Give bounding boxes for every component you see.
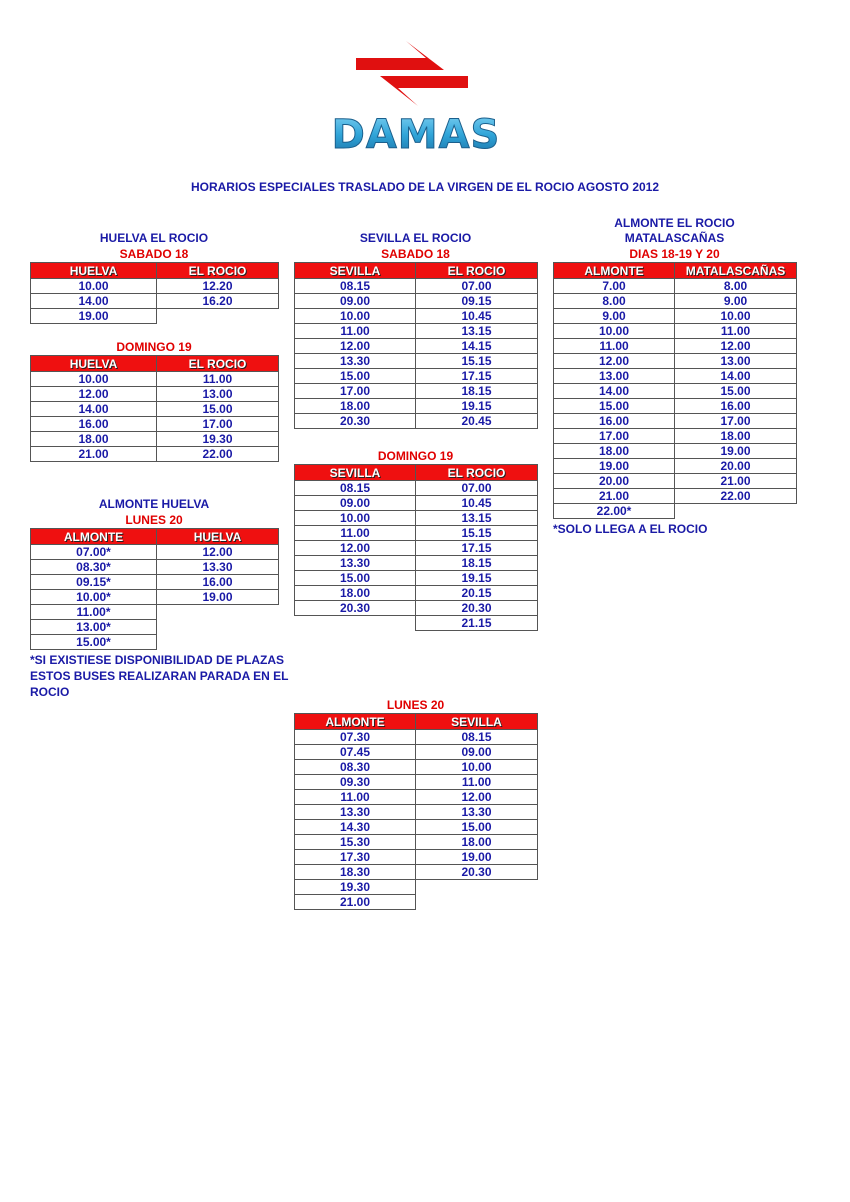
departure-time: 19.00 <box>554 459 675 474</box>
return-time: 17.15 <box>416 369 538 384</box>
table-row <box>554 399 797 414</box>
departure-time: 11.00 <box>295 790 416 805</box>
departure-time: 7.00 <box>554 279 675 294</box>
footnote: *SOLO LLEGA A EL ROCIO <box>553 522 708 536</box>
departure-time: 09.30 <box>295 775 416 790</box>
table-row <box>31 294 279 309</box>
table-row <box>31 545 279 560</box>
departure-time: 07.00* <box>31 545 157 560</box>
section-title: ALMONTE HUELVA <box>98 497 210 511</box>
column-header: MATALASCAÑAS <box>675 263 797 279</box>
schedule-table <box>294 262 538 429</box>
day-label: DIAS 18-19 Y 20 <box>629 247 720 261</box>
table-row <box>31 432 279 447</box>
departure-time: 16.00 <box>554 414 675 429</box>
schedule-table <box>30 528 279 650</box>
empty-cell <box>416 880 538 895</box>
table-row <box>295 324 538 339</box>
return-time: 15.00 <box>416 820 538 835</box>
return-time: 07.00 <box>416 279 538 294</box>
departure-time: 21.00 <box>554 489 675 504</box>
table-row <box>554 354 797 369</box>
table-row <box>295 414 538 429</box>
departure-time: 08.15 <box>295 279 416 294</box>
return-time: 09.15 <box>416 294 538 309</box>
departure-time: 18.00 <box>31 432 157 447</box>
day-label: LUNES 20 <box>125 513 183 527</box>
departure-time: 13.30 <box>295 805 416 820</box>
table-row <box>295 850 538 865</box>
departure-time: 22.00* <box>554 504 675 519</box>
schedule-table <box>30 262 279 324</box>
table-row <box>31 447 279 462</box>
table-row <box>554 474 797 489</box>
arrival-time: 16.00 <box>675 399 797 414</box>
departure-time: 14.00 <box>554 384 675 399</box>
departure-time: 21.00 <box>295 895 416 910</box>
departure-time: 20.30 <box>295 414 416 429</box>
departure-time: 8.00 <box>554 294 675 309</box>
table-row <box>295 526 538 541</box>
departure-time: 13.30 <box>295 354 416 369</box>
column-header: HUELVA <box>31 356 157 372</box>
table-row <box>295 601 538 616</box>
arrival-time: 21.00 <box>675 474 797 489</box>
schedule-table <box>294 713 538 910</box>
return-time: 17.00 <box>157 417 279 432</box>
departure-time: 11.00 <box>554 339 675 354</box>
empty-cell <box>416 895 538 910</box>
return-time: 20.30 <box>416 865 538 880</box>
table-row <box>295 309 538 324</box>
arrival-time: 19.00 <box>675 444 797 459</box>
arrival-time: 20.00 <box>675 459 797 474</box>
return-time: 19.15 <box>416 571 538 586</box>
arrival-time: 12.00 <box>675 339 797 354</box>
table-row <box>554 444 797 459</box>
departure-time: 12.00 <box>554 354 675 369</box>
footnote: *SI EXISTIESE DISPONIBILIDAD DE PLAZAS ESTOS BUSES REALIZARAN PARADA EN EL ROCIO <box>30 653 289 699</box>
table-row <box>295 880 538 895</box>
table-row <box>31 620 279 635</box>
return-time: 16.00 <box>157 575 279 590</box>
departure-time: 15.00* <box>31 635 157 650</box>
empty-cell <box>675 504 797 519</box>
departure-time: 13.00* <box>31 620 157 635</box>
table-row <box>554 384 797 399</box>
return-time: 14.15 <box>416 339 538 354</box>
departure-time: 19.00 <box>31 309 157 324</box>
departure-time: 14.30 <box>295 820 416 835</box>
return-time: 10.00 <box>416 760 538 775</box>
departure-time: 17.00 <box>295 384 416 399</box>
departure-time: 14.00 <box>31 402 157 417</box>
table-row <box>295 369 538 384</box>
table-row <box>295 805 538 820</box>
table-row <box>554 324 797 339</box>
table-row <box>554 414 797 429</box>
table-row <box>295 399 538 414</box>
departure-time: 18.00 <box>295 399 416 414</box>
table-row <box>554 294 797 309</box>
table-row <box>295 745 538 760</box>
almonte-matalascanas-section <box>553 216 796 537</box>
departure-time: 09.15* <box>31 575 157 590</box>
table-row <box>295 865 538 880</box>
arrival-time: 15.00 <box>675 384 797 399</box>
almonte-huelva-section <box>30 497 289 700</box>
departure-time: 12.00 <box>31 387 157 402</box>
arrival-time: 22.00 <box>675 489 797 504</box>
return-time: 18.15 <box>416 384 538 399</box>
table-row <box>31 635 279 650</box>
return-time: 19.15 <box>416 399 538 414</box>
table-row <box>554 489 797 504</box>
table-row <box>554 459 797 474</box>
schedule-table <box>294 464 538 631</box>
arrival-time: 14.00 <box>675 369 797 384</box>
return-time: 12.20 <box>157 279 279 294</box>
table-row <box>31 279 279 294</box>
departure-time: 14.00 <box>31 294 157 309</box>
table-row <box>31 417 279 432</box>
table-row <box>31 590 279 605</box>
table-row <box>295 496 538 511</box>
departure-time: 18.00 <box>295 586 416 601</box>
return-time: 20.30 <box>416 601 538 616</box>
table-row <box>554 504 797 519</box>
table-row <box>31 387 279 402</box>
departure-time: 12.00 <box>295 339 416 354</box>
day-label: LUNES 20 <box>386 698 445 712</box>
arrival-time: 13.00 <box>675 354 797 369</box>
section-title: SEVILLA EL ROCIO <box>359 231 472 245</box>
huelva-rocio-section <box>30 231 278 324</box>
return-time: 22.00 <box>157 447 279 462</box>
return-time: 11.00 <box>416 775 538 790</box>
departure-time: 07.30 <box>295 730 416 745</box>
table-row <box>31 560 279 575</box>
table-row <box>554 339 797 354</box>
table-row <box>295 790 538 805</box>
departure-time: 11.00 <box>295 324 416 339</box>
table-row <box>31 402 279 417</box>
table-row <box>295 339 538 354</box>
table-row <box>295 481 538 496</box>
arrival-time: 11.00 <box>675 324 797 339</box>
return-time: 13.30 <box>157 560 279 575</box>
departure-time: 13.30 <box>295 556 416 571</box>
table-row <box>554 369 797 384</box>
table-row <box>554 309 797 324</box>
departure-time: 15.00 <box>295 369 416 384</box>
column-header: EL ROCIO <box>157 356 279 372</box>
section-title: HUELVA EL ROCIO <box>99 231 209 245</box>
departure-time: 08.15 <box>295 481 416 496</box>
departure-time: 17.00 <box>554 429 675 444</box>
departure-time: 18.00 <box>554 444 675 459</box>
empty-cell <box>157 620 279 635</box>
departure-time: 10.00 <box>295 309 416 324</box>
schedule-table <box>553 262 797 519</box>
column-header: HUELVA <box>31 263 157 279</box>
return-time: 15.00 <box>157 402 279 417</box>
return-time: 07.00 <box>416 481 538 496</box>
departure-time: 15.00 <box>554 399 675 414</box>
column-header: ALMONTE <box>554 263 675 279</box>
arrival-time: 10.00 <box>675 309 797 324</box>
day-label: SABADO 18 <box>381 247 450 261</box>
departure-time: 21.00 <box>31 447 157 462</box>
arrival-time: 17.00 <box>675 414 797 429</box>
table-row <box>295 384 538 399</box>
arrival-time: 18.00 <box>675 429 797 444</box>
table-row <box>295 541 538 556</box>
arrival-time: 8.00 <box>675 279 797 294</box>
table-row <box>31 309 279 324</box>
column-header: SEVILLA <box>295 465 416 481</box>
departure-time: 11.00 <box>295 526 416 541</box>
table-row <box>295 571 538 586</box>
return-time: 10.45 <box>416 309 538 324</box>
arrival-time: 9.00 <box>675 294 797 309</box>
table-row <box>295 820 538 835</box>
table-row <box>295 730 538 745</box>
huelva-rocio-domingo <box>30 339 278 462</box>
table-row <box>295 760 538 775</box>
return-time: 13.30 <box>416 805 538 820</box>
departure-time: 07.45 <box>295 745 416 760</box>
return-time: 09.00 <box>416 745 538 760</box>
return-time: 16.20 <box>157 294 279 309</box>
return-time: 18.15 <box>416 556 538 571</box>
return-time: 12.00 <box>416 790 538 805</box>
return-time: 12.00 <box>157 545 279 560</box>
departure-time: 18.30 <box>295 865 416 880</box>
section-title-line2: MATALASCAÑAS <box>624 231 725 245</box>
table-row <box>295 279 538 294</box>
schedule-table <box>30 355 279 462</box>
return-time: 20.15 <box>416 586 538 601</box>
return-time: 19.30 <box>157 432 279 447</box>
logo-arrows <box>356 41 468 106</box>
departure-time: 9.00 <box>554 309 675 324</box>
day-label: DOMINGO 19 <box>116 340 192 354</box>
departure-time: 20.30 <box>295 601 416 616</box>
damas-logo <box>306 36 526 161</box>
departure-time: 20.00 <box>554 474 675 489</box>
departure-time: 13.00 <box>554 369 675 384</box>
table-row <box>295 586 538 601</box>
departure-time: 10.00 <box>31 372 157 387</box>
departure-time: 09.00 <box>295 496 416 511</box>
return-time: 15.15 <box>416 354 538 369</box>
sevilla-rocio-section <box>294 231 537 429</box>
column-header: SEVILLA <box>295 263 416 279</box>
day-label: DOMINGO 19 <box>377 449 454 463</box>
column-header: HUELVA <box>157 529 279 545</box>
sevilla-rocio-lunes <box>294 697 537 910</box>
departure-time: 10.00 <box>31 279 157 294</box>
table-row <box>295 511 538 526</box>
table-row <box>554 279 797 294</box>
departure-time: 11.00* <box>31 605 157 620</box>
departure-time: 16.00 <box>31 417 157 432</box>
empty-cell <box>157 605 279 620</box>
return-time: 08.15 <box>416 730 538 745</box>
logo-wordmark: DAMAS <box>331 112 501 158</box>
departure-time: 10.00 <box>295 511 416 526</box>
departure-time: 15.30 <box>295 835 416 850</box>
column-header: ALMONTE <box>295 714 416 730</box>
return-time: 19.00 <box>416 850 538 865</box>
table-row <box>295 354 538 369</box>
return-time: 19.00 <box>157 590 279 605</box>
return-time: 15.15 <box>416 526 538 541</box>
document-title: HORARIOS ESPECIALES TRASLADO DE LA VIRGEN DE EL ROCIO AGOSTO 2012 <box>190 180 660 194</box>
day-label: SABADO 18 <box>119 247 189 261</box>
return-time: 18.00 <box>416 835 538 850</box>
departure-time: 17.30 <box>295 850 416 865</box>
departure-time: 19.30 <box>295 880 416 895</box>
return-time: 17.15 <box>416 541 538 556</box>
table-row <box>295 895 538 910</box>
departure-time: 10.00* <box>31 590 157 605</box>
return-time: 21.15 <box>416 616 538 631</box>
departure-time: 15.00 <box>295 571 416 586</box>
column-header: EL ROCIO <box>416 465 538 481</box>
empty-cell <box>157 635 279 650</box>
table-row <box>31 575 279 590</box>
return-time: 13.15 <box>416 511 538 526</box>
sevilla-rocio-domingo <box>294 448 537 631</box>
return-time: 11.00 <box>157 372 279 387</box>
table-row <box>31 372 279 387</box>
table-row <box>295 616 538 631</box>
return-time: 20.45 <box>416 414 538 429</box>
table-row <box>31 605 279 620</box>
table-row <box>295 835 538 850</box>
table-row <box>295 775 538 790</box>
empty-cell <box>295 616 416 631</box>
table-row <box>295 556 538 571</box>
section-title: ALMONTE EL ROCIO <box>614 216 735 230</box>
column-header: ALMONTE <box>31 529 157 545</box>
departure-time: 10.00 <box>554 324 675 339</box>
column-header: EL ROCIO <box>416 263 538 279</box>
table-row <box>554 429 797 444</box>
return-time: 13.15 <box>416 324 538 339</box>
return-time: 10.45 <box>416 496 538 511</box>
table-row <box>295 294 538 309</box>
column-header: SEVILLA <box>416 714 538 730</box>
departure-time: 08.30 <box>295 760 416 775</box>
column-header: EL ROCIO <box>157 263 279 279</box>
return-time: 13.00 <box>157 387 279 402</box>
departure-time: 09.00 <box>295 294 416 309</box>
empty-cell <box>157 309 279 324</box>
departure-time: 12.00 <box>295 541 416 556</box>
departure-time: 08.30* <box>31 560 157 575</box>
